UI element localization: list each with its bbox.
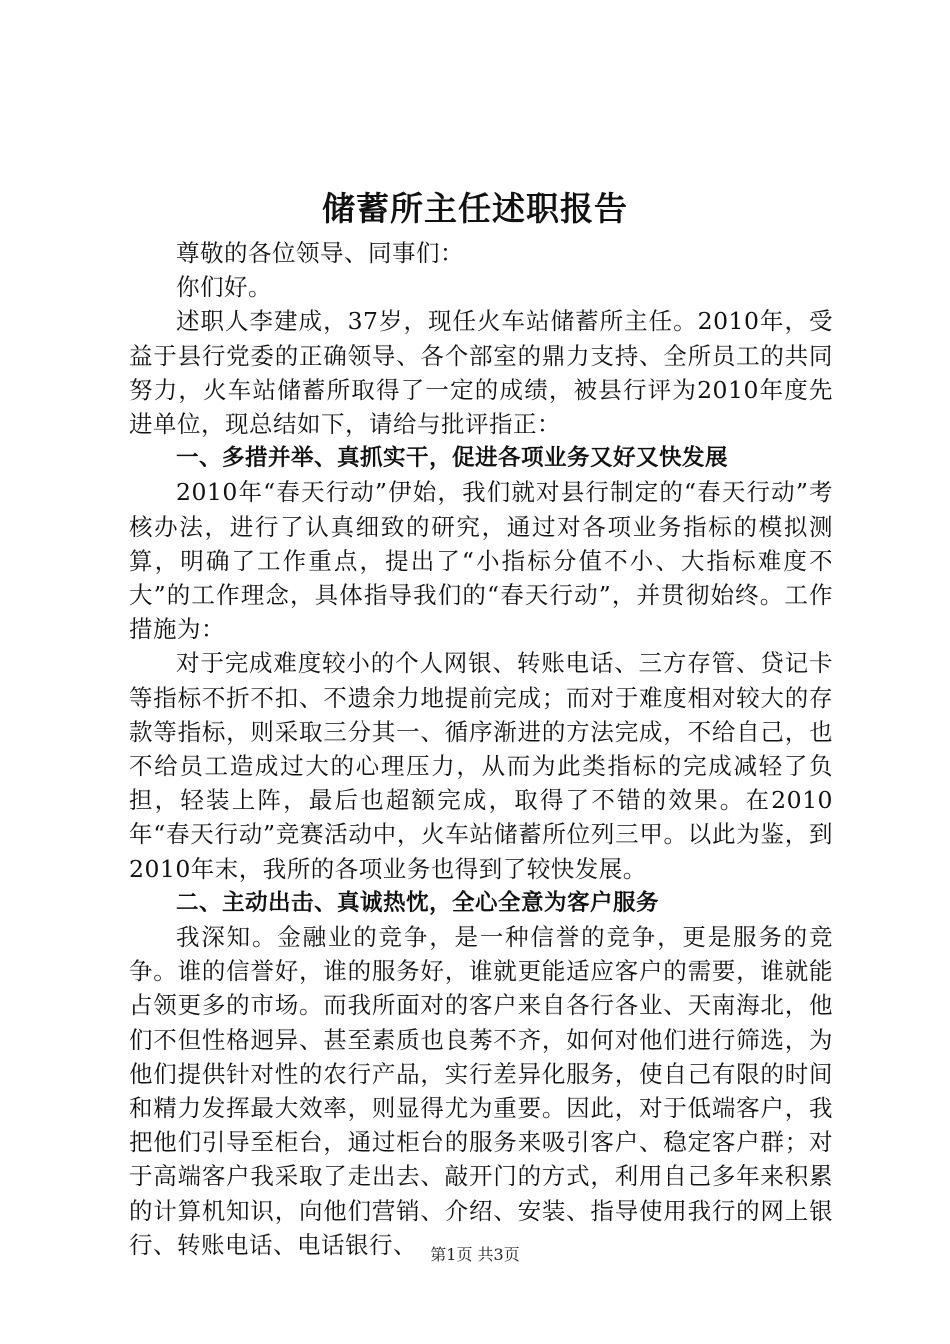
hello-paragraph: 你们好。 xyxy=(176,273,272,302)
section-1-paragraph-2: 对于完成难度较小的个人网银、转账电话、三方存管、贷记卡等指标不折不扣、不遗余力地提前完成；而对于难度相对较大的存款等指标，则采取三分其一、循序渐进的方法完成，不给自己，也不给员工造成过大的心理压力，从而为此类指标的完成减轻了负担，轻装上阵，最后也超额完成，取得了不错的效果。在2010年“春天行动”竞赛活动中，火车站储蓄所位列三甲。以此为鉴，到2010年末，我所的各项业务也得到了较快发展。 xyxy=(129,649,833,883)
section-heading-1: 一、多措并举、真抓实干，促进各项业务又好又快发展 xyxy=(176,445,729,472)
section-1-paragraph-1: 2010年“春天行动”伊始，我们就对县行制定的“春天行动”考核办法，进行了认真细致的研究，通过对各项业务指标的模拟测算，明确了工作重点，提出了“小指标分值不小、大指标难度不大”的工作理念，具体指导我们的“春天行动”，并贯彻始终。工作措施为： xyxy=(129,478,833,644)
intro-paragraph: 述职人李建成，37岁，现任火车站储蓄所主任。2010年，受益于县行党委的正确领导、各个部室的鼎力支持、全所员工的共同努力，火车站储蓄所取得了一定的成绩，被县行评为2010年度先进单位，现总结如下，请给与批评指正： xyxy=(129,307,833,439)
section-heading-2: 二、主动出击、真诚热忱，全心全意为客户服务 xyxy=(176,889,660,916)
page-footer: 第1页 共3页 xyxy=(430,1245,520,1264)
document-title: 储蓄所主任述职报告 xyxy=(322,189,628,228)
section-2-paragraph-1: 我深知。金融业的竞争，是一种信誉的竞争，更是服务的竞争。谁的信誉好，谁的服务好，谁就更能适应客户的需要，谁就能占领更多的市场。而我所面对的客户来自各行各业、天南海北，他们不但性格迥异、甚至素质也良莠不齐，如何对他们进行筛选，为他们提供针对性的农行产品，实行差异化服务，使自己有限的时间和精力发挥最大效率，则显得尤为重要。因此，对于低端客户，我把他们引导至柜台，通过柜台的服务来吸引客户、稳定客户群；对于高端客户我采取了走出去、敲开门的方式，利用自己多年来积累的计算机知识，向他们营销、介绍、安装、指导使用我行的网上银行、转账电话、电话银行、 xyxy=(129,923,833,1259)
document-body xyxy=(129,236,833,1262)
greeting-paragraph: 尊敬的各位领导、同事们： xyxy=(176,239,464,267)
